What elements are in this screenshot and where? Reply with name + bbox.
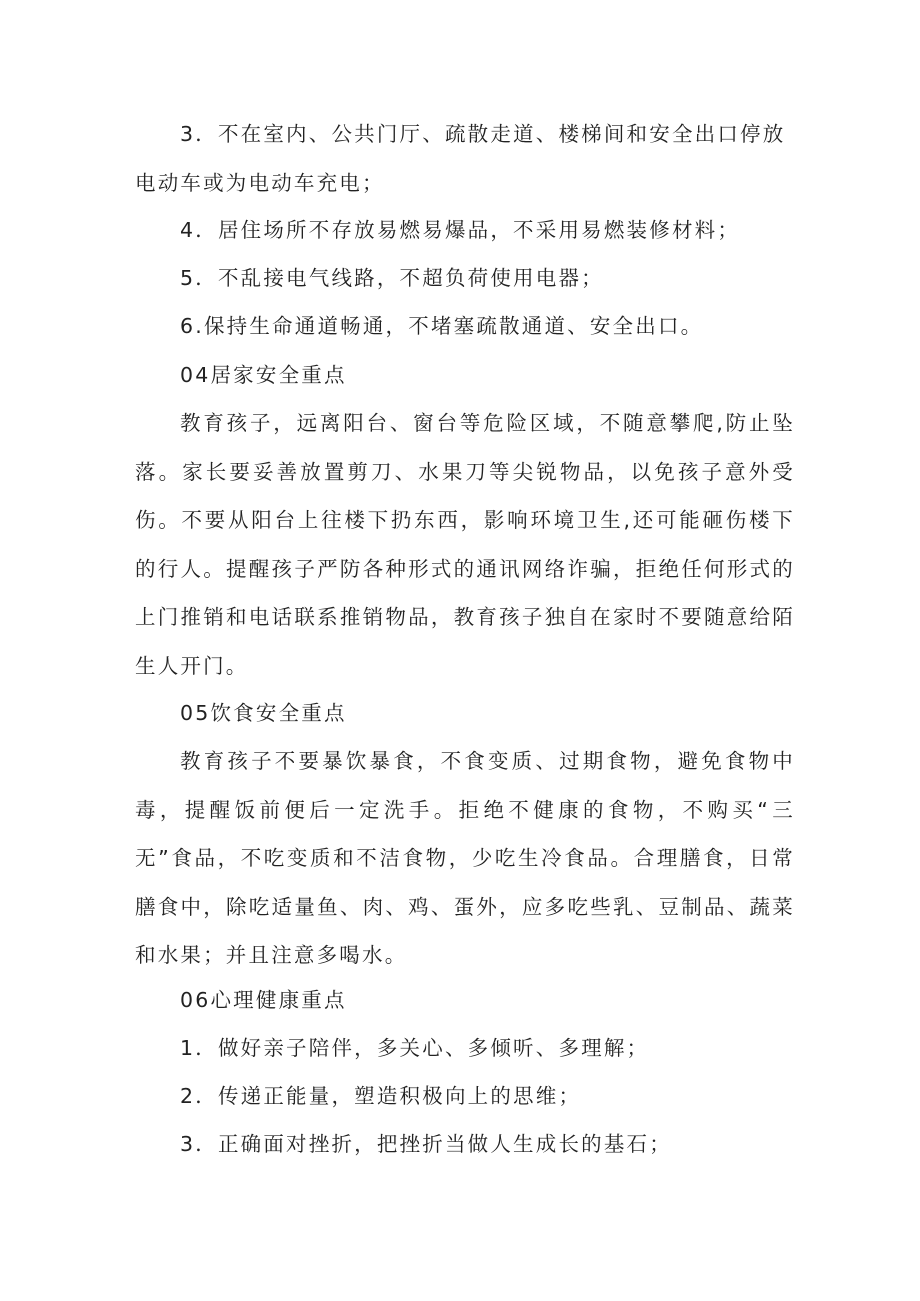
section-04-heading (135, 351, 795, 400)
section-04-body (135, 399, 795, 690)
list-item-6-text: 6.保持生命通道畅通，不堵塞疏散通道、安全出口。 (180, 314, 704, 338)
section-06-item-3 (135, 1120, 795, 1169)
section-05-body (135, 737, 795, 980)
section-06-item-2-text: 2．传递正能量，塑造积极向上的思维； (180, 1084, 582, 1108)
list-item-4 (135, 206, 795, 255)
section-06-item-1-text: 1．做好亲子陪伴，多关心、多倾听、多理解； (180, 1036, 650, 1060)
list-item-3-line1: 3．不在室内、公共门厅、疏散走道、楼梯间和安全出口停放 (180, 122, 786, 146)
list-item-3 (135, 110, 795, 207)
section-04-paragraph: 教育孩子，远离阳台、窗台等危险区域，不随意攀爬,防止坠落。家长要妥善放置剪刀、水果刀等尖锐物品，以免孩子意外受伤。不要从阳台上往楼下扔东西，影响环境卫生,还可能砸伤楼下的行人。提醒孩子严防各种形式的通讯网络诈骗，拒绝任何形式的上门推销和电话联系推销物品，教育孩子独自在家时不要随意给陌生人开门。 (135, 411, 795, 678)
section-05-paragraph: 教育孩子不要暴饮暴食，不食变质、过期食物，避免食物中毒，提醒饭前便后一定洗手。拒绝不健康的食物，不购买“三无”食品，不吃变质和不洁食物，少吃生冷食品。合理膳食，日常膳食中，除吃适量鱼、肉、鸡、蛋外，应多吃些乳、豆制品、蔬菜和水果；并且注意多喝水。 (135, 749, 795, 967)
section-06-heading-text: 06心理健康重点 (180, 988, 347, 1012)
section-04-heading-text: 04居家安全重点 (180, 363, 347, 387)
section-06-item-3-text: 3．正确面对挫折，把挫折当做人生成长的基石； (180, 1132, 672, 1156)
section-05-heading (135, 689, 795, 738)
section-06-item-1 (135, 1024, 795, 1073)
list-item-3-line2: 电动车或为电动车充电； (135, 170, 385, 195)
list-item-4-text: 4．居住场所不存放易燃易爆品，不采用易燃装修材料； (180, 218, 741, 242)
section-06-item-2 (135, 1072, 795, 1121)
list-item-6 (135, 302, 795, 351)
list-item-5-text: 5．不乱接电气线路，不超负荷使用电器； (180, 266, 604, 290)
section-05-heading-text: 05饮食安全重点 (180, 701, 347, 725)
list-item-5 (135, 254, 795, 303)
section-06-heading (135, 976, 795, 1025)
